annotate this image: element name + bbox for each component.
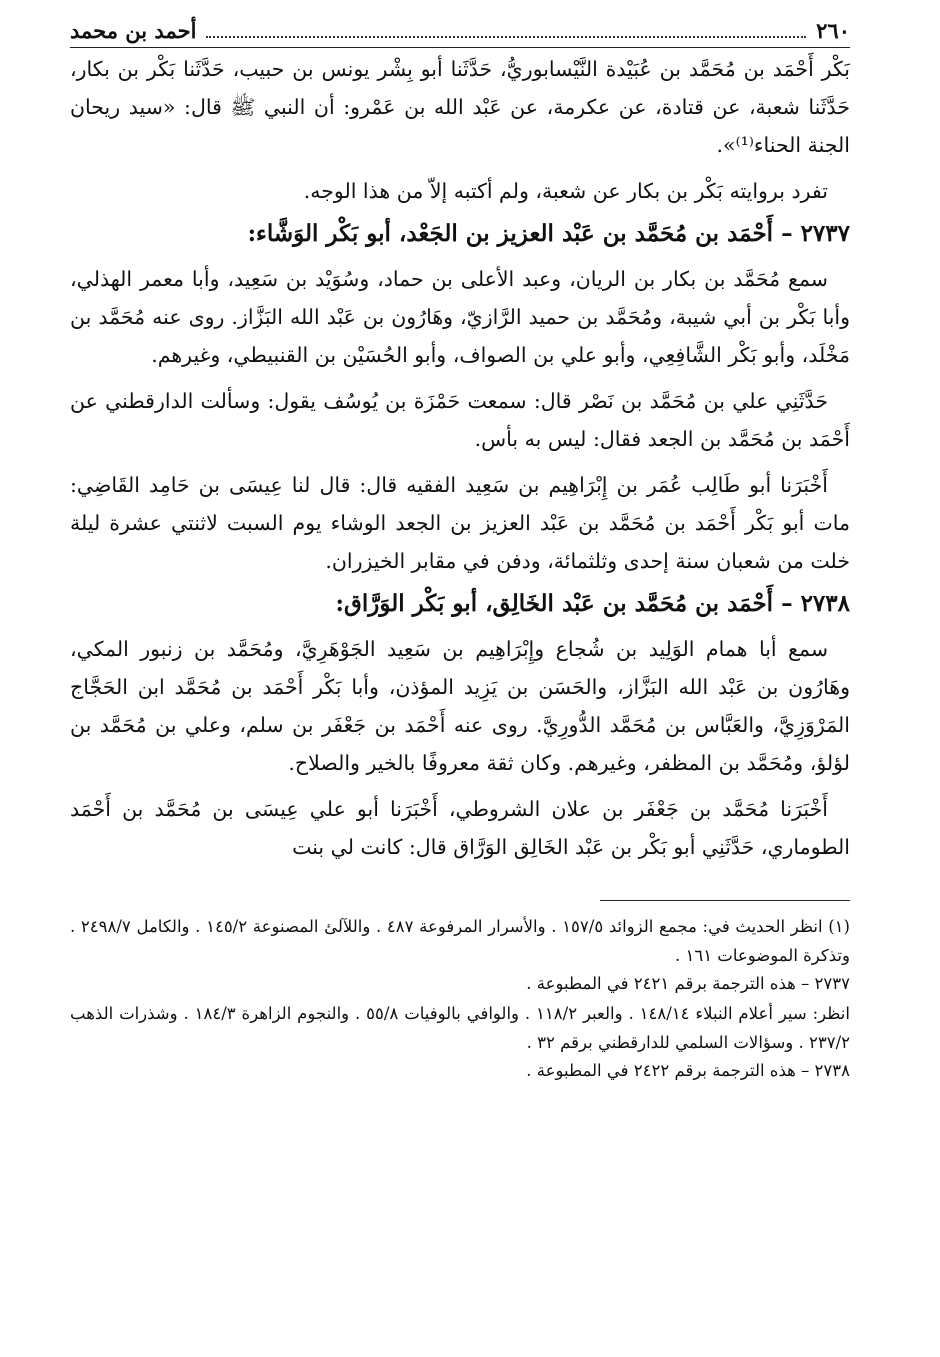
entry-heading-2737: ٢٧٣٧ – أَحْمَد بن مُحَمَّد بن عَبْد العزيز بن الجَعْد، أبو بَكْر الوَشَّاء: bbox=[247, 220, 850, 247]
page-header bbox=[70, 18, 850, 48]
paragraph-2737-daraqutni: حَدَّثَنِي علي بن مُحَمَّد بن نَصْر قال: سمعت حَمْزَة بن يُوسُف يقول: وسألت الدارقطني عن أَحْمَد بن مُحَمَّد بن الجعد فقال: ليس به بأس. bbox=[70, 389, 850, 451]
footnote-2737-print-ref: ٢٧٣٧ – هذه الترجمة برقم ٢٤٢١ في المطبوعة . bbox=[526, 974, 850, 993]
paragraph-2738-teachers: سمع أبا همام الوَلِيد بن شُجاع وإِبْرَاهِيم بن سَعِيد الجَوْهَرِيَّ، ومُحَمَّد بن زنبور المكي، وهَارُون بن عَبْد الله البَزَّاز، والحَسَن بن يَزِيد المؤذن، وأبا بَكْر أَحْمَد بن مُحَمَّد ابن الحَجَّاج المَرْوَزِيَّ، والعَبَّاس بن مُحَمَّد الدُّورِيَّ. روى عنه أَحْمَد بن جَعْفَر بن سلم، وعلي بن مُحَمَّد بن لؤلؤ، ومُحَمَّد بن المظفر، وغيرهم. وكان ثقة معروفًا بالخير والصلاح. bbox=[70, 637, 850, 775]
header-dotted-leader bbox=[206, 22, 806, 38]
footnote-1: (١) انظر الحديث في: مجمع الزوائد ١٥٧/٥ . والأسرار المرفوعة ٤٨٧ . واللآلئ المصنوعة ١٤٥/٢ . والكامل ٢٤٩٨/٧ . وتذكرة الموضوعات ١٦١ . bbox=[70, 917, 850, 965]
footnote-2738-print-ref: ٢٧٣٨ – هذه الترجمة برقم ٢٤٢٢ في المطبوعة . bbox=[526, 1060, 850, 1080]
paragraph-hadith-continuation: بَكْر أَحْمَد بن مُحَمَّد بن عُبَيْدة النَّيْسابوريُّ، حَدَّثَنا أبو بِشْر يونس بن حبيب، حَدَّثَنا بَكْر بن بكار، حَدَّثَنا شعبة، عن قتادة، عن عكرمة، عن عَبْد الله بن عَمْرو: أن النبي ﷺ قال: «سيد ريحان الجنة الحناء⁽¹⁾». bbox=[70, 57, 850, 157]
paragraph-note-tafarrud: تفرد بروايته بَكْر بن بكار عن شعبة، ولم أكتبه إلاّ من هذا الوجه. bbox=[303, 179, 828, 203]
page-number: ٢٦٠ bbox=[816, 18, 850, 43]
paragraph-2738-isnad: أَخْبَرَنا مُحَمَّد بن جَعْفَر بن علان الشروطي، أَخْبَرَنا أبو علي عِيسَى بن مُحَمَّد بن أَحْمَد الطوماري، حَدَّثَنِي أبو بَكْر بن عَبْد الخَالِق الوَرَّاق قال: كانت لي بنت bbox=[70, 797, 850, 859]
footnote-separator bbox=[600, 900, 850, 901]
paragraph-2737-teachers: سمع مُحَمَّد بن بكار بن الريان، وعبد الأعلى بن حماد، وسُوَيْد بن سَعِيد، وأبا معمر الهذلي، وأبا بَكْر بن أبي شيبة، ومُحَمَّد بن حميد الرَّازيّ، وهَارُون بن عَبْد الله البَزَّاز. روى عنه مُحَمَّد بن مَخْلَد، وأبو بَكْر الشَّافِعِي، وأبو علي بن الصواف، وأبو الحُسَيْن بن القنبيطي، وغيرهم. bbox=[70, 267, 850, 367]
running-title: أحمد بن محمد bbox=[70, 18, 197, 43]
footnote-2737-sources: انظر: سير أعلام النبلاء ١٤٨/١٤ . والعبر ١١٨/٢ . والوافي بالوفيات ٥٥/٨ . والنجوم الزاهرة ١٨٤/٣ . وشذرات الذهب ٢٣٧/٢ . وسؤالات السلمي للدارقطني برقم ٣٢ . bbox=[70, 1003, 850, 1052]
paragraph-2737-death: أَخْبَرَنا أبو طَالِب عُمَر بن إِبْرَاهِيم بن سَعِيد الفقيه قال: قال لنا عِيسَى بن حَامِد القَاضِي: مات أبو بَكْر أَحْمَد بن مُحَمَّد بن عَبْد العزيز بن الجعد الوشاء يوم السبت لاثنتي عشرة ليلة خلت من شعبان سنة إحدى وثلثمائة، ودفن في مقابر الخيزران. bbox=[70, 473, 850, 573]
book-page bbox=[70, 18, 850, 1085]
entry-heading-2738: ٢٧٣٨ – أَحْمَد بن مُحَمَّد بن عَبْد الخَالِق، أبو بَكْر الوَرَّاق: bbox=[335, 590, 850, 617]
